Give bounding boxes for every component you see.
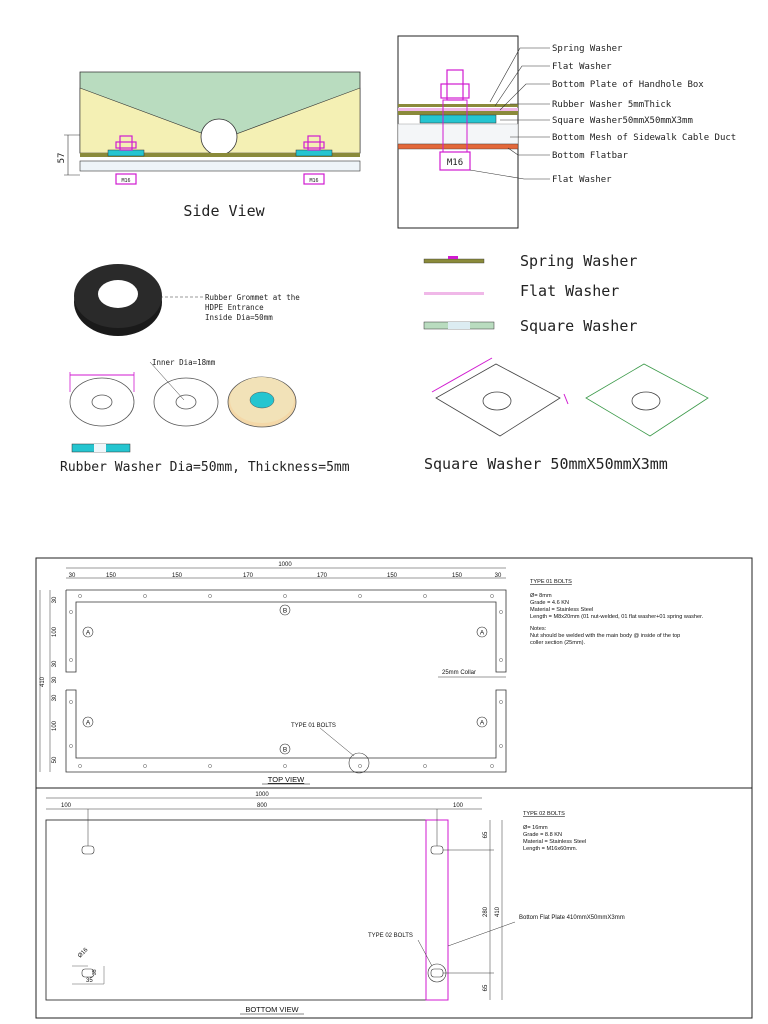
top-seg-2: 150 [171, 573, 183, 579]
marker-a-4: A [479, 719, 485, 727]
grommet-label-3: Inside Dia=50mm [205, 313, 273, 322]
collar-label: 25mm Collar [442, 670, 477, 676]
callout-square-washer: Square Washer50mmX50mmX3mm [552, 116, 693, 126]
grommet-label-1: Rubber Grommet at the [205, 293, 300, 302]
side-view-title: Side View [183, 202, 265, 220]
callout-bottom-mesh: Bottom Mesh of Sidewalk Cable Duct [552, 133, 737, 143]
inner-dia-label: Inner Dia=18mm [152, 358, 216, 367]
top-mid-dim-0: 30 [52, 676, 58, 684]
side-view [57, 72, 360, 220]
bottom-plate [46, 820, 448, 1000]
type02-line-2: Material = Stainless Steel [523, 839, 587, 845]
callout-flat-washer: Flat Washer [552, 62, 612, 72]
type01-note-0: Nut should be welded with the main body @ inside of the top [530, 633, 681, 639]
legend-flat-washer: Flat Washer [520, 282, 620, 300]
top-seg-1: 150 [105, 573, 117, 579]
bottom-bolts-label: TYPE 02 BOLTS [368, 933, 413, 939]
bottom-seg-0: 100 [60, 803, 72, 809]
side-bolt-left-label: M16 [121, 178, 131, 184]
type02-line-0: Ø= 16mm [523, 825, 548, 831]
type01-note-1: coller section (25mm). [530, 640, 586, 646]
type01-line-0: Ø= 8mm [530, 593, 552, 599]
legend [424, 252, 637, 335]
side-bolt-right-label: M16 [309, 178, 319, 184]
marker-b-2: B [282, 746, 288, 754]
callout-spring-washer: Spring Washer [552, 44, 623, 54]
legend-square-washer: Square Washer [520, 317, 638, 335]
top-seg-6: 150 [451, 573, 463, 579]
marker-b-1: B [282, 607, 288, 615]
bottom-seg-2: 100 [452, 803, 464, 809]
type02-line-3: Length = M16x60mm. [523, 846, 578, 852]
legend-spring-washer: Spring Washer [520, 252, 638, 270]
rubber-washer-caption: Rubber Washer Dia=50mm, Thickness=5mm [60, 460, 350, 475]
top-left-dim-5: 50 [52, 756, 58, 764]
top-left-dim-3: 30 [52, 694, 58, 702]
type01-line-3: Length = M8x20mm (01 nut-welded, 01 flat washer+01 spring washer. [530, 614, 704, 620]
type01-line-1: Grade = 4.6 KN [530, 600, 570, 606]
top-left-dim-0: 30 [52, 596, 58, 604]
bottom-right-dim-0: 65 [483, 831, 489, 839]
top-seg-0: 30 [68, 573, 76, 579]
type01-notes-heading: Notes: [530, 626, 547, 632]
marker-a-1: A [85, 629, 91, 637]
type02-heading: TYPE 02 BOLTS [523, 811, 565, 817]
top-overall-dim: 1000 [278, 562, 292, 568]
bolt-detail [398, 36, 736, 228]
type01-line-2: Material = Stainless Steel [530, 607, 594, 613]
grommet-label-2: HDPE Entrance [205, 303, 264, 312]
callout-bottom-plate: Bottom Plate of Handhole Box [552, 80, 704, 90]
bottom-right-dim-1: 280 [483, 906, 489, 918]
bottom-dia-label: Ø16 [77, 947, 90, 960]
top-overall-height: 410 [40, 676, 46, 688]
detail-bolt-label: M16 [446, 158, 464, 168]
marker-a-3: A [85, 719, 91, 727]
bottom-view [46, 792, 625, 1014]
bottom-small-dim-1: 35 [92, 969, 98, 975]
top-left-dim-2: 30 [52, 660, 58, 668]
bottom-right-dim-2: 65 [483, 984, 489, 992]
square-washer-caption: Square Washer 50mmX50mmX3mm [424, 455, 668, 473]
top-left-dim-1: 100 [52, 626, 58, 638]
top-seg-5: 150 [386, 573, 398, 579]
type02-line-1: Grade = 8.8 KN [523, 832, 563, 838]
bottom-overall-dim: 1000 [255, 792, 269, 798]
bottom-view-title: BOTTOM VIEW [245, 1005, 299, 1014]
callout-flat-washer-2: Flat Washer [552, 175, 612, 185]
top-seg-4: 170 [316, 573, 328, 579]
top-bolts-label: TYPE 01 BOLTS [291, 723, 336, 729]
callout-bottom-flatbar: Bottom Flatbar [552, 151, 628, 161]
callout-rubber-washer: Rubber Washer 5mmThick [552, 100, 672, 110]
rubber-grommet [74, 264, 300, 336]
rubber-washer-views [60, 358, 350, 475]
type01-heading: TYPE 01 BOLTS [530, 579, 572, 585]
bottom-small-dim-0: 35 [86, 978, 93, 984]
top-view-title: TOP VIEW [267, 775, 305, 784]
bottom-seg-1: 800 [256, 803, 268, 809]
plate-label: Bottom Flat Plate 410mmX50mmX3mm [519, 915, 625, 921]
marker-a-2: A [479, 629, 485, 637]
bottom-overall-height: 410 [495, 906, 501, 918]
side-dim-57: 57 [57, 152, 67, 164]
top-view [40, 562, 704, 784]
top-seg-3: 170 [242, 573, 254, 579]
top-left-dim-4: 100 [52, 720, 58, 732]
cable-hole [201, 119, 237, 155]
top-seg-7: 30 [494, 573, 502, 579]
square-washer-views [424, 358, 708, 473]
